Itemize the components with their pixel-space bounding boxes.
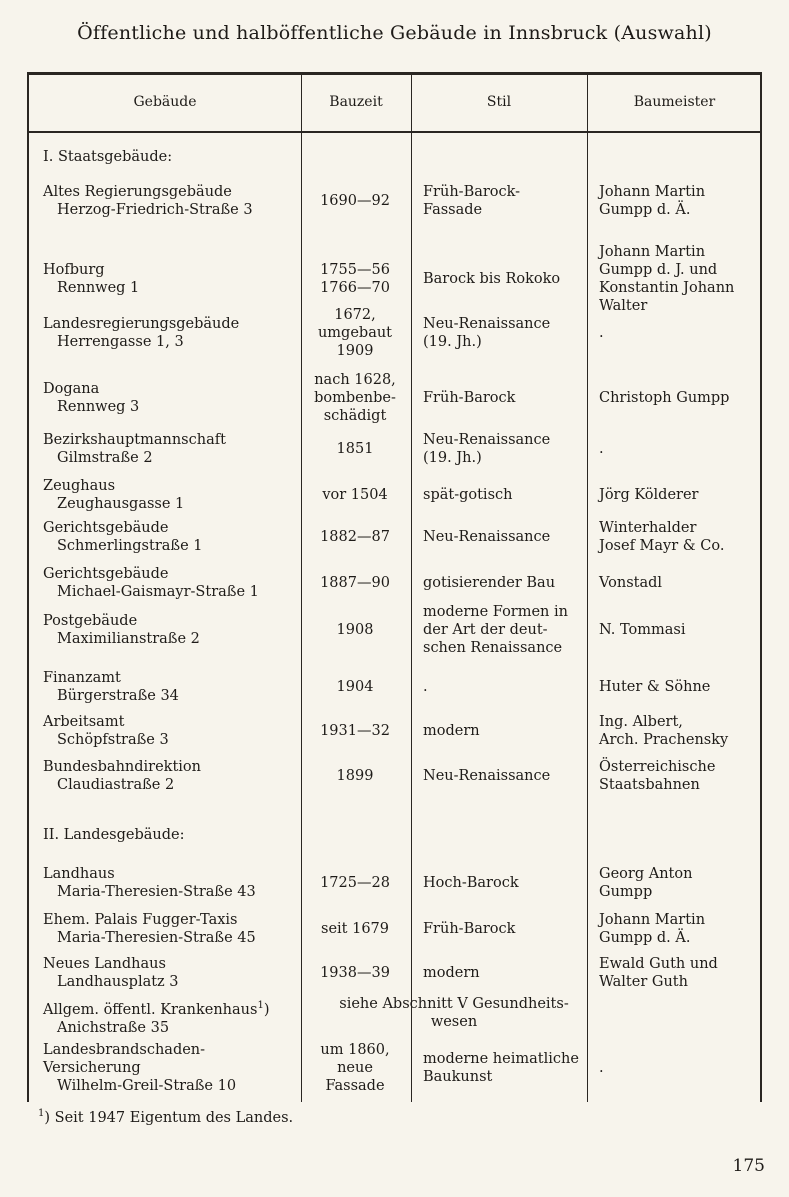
stil-cell: modern xyxy=(423,723,480,739)
bauzeit-cell: 1725—28 xyxy=(320,875,390,891)
baumeister-cell: Ewald Guth und Walter Guth xyxy=(599,956,718,990)
building-cell xyxy=(43,669,308,705)
footnote-mark: 1 xyxy=(38,1108,45,1119)
building-address: Claudiastraße 2 xyxy=(57,777,175,793)
stil-cell: Barock bis Rokoko xyxy=(423,271,561,287)
baumeister-cell: Johann Martin Gumpp d. Ä. xyxy=(599,184,706,218)
header-gebaeude: Gebäude xyxy=(133,94,197,110)
table-row xyxy=(29,431,760,467)
baumeister-cell: Johann Martin Gumpp d. Ä. xyxy=(599,912,706,946)
bauzeit-cell: 1887—90 xyxy=(320,575,390,591)
baumeister-cell: . xyxy=(599,325,604,341)
stil-cell: moderne Formen in der Art der deut- schen Renaissance xyxy=(423,604,568,656)
building-address: Michael-Gaismayr-Straße 1 xyxy=(57,584,259,600)
stil-cell: Früh-Barock xyxy=(423,390,516,406)
krankenhaus-note: siehe Abschnitt V Gesundheits- wesen xyxy=(339,996,569,1030)
building-name: Zeughaus xyxy=(43,478,116,494)
footnote-ref: 1 xyxy=(257,1000,264,1011)
building-name: Arbeitsamt xyxy=(43,714,125,730)
building-cell xyxy=(43,1041,308,1095)
building-name: Altes Regierungsgebäude xyxy=(43,184,232,200)
stil-cell: Neu-Renaissance (19. Jh.) xyxy=(423,316,551,350)
bauzeit-cell: 1908 xyxy=(336,622,374,638)
building-cell xyxy=(43,380,308,416)
bauzeit-cell: 1690—92 xyxy=(320,193,390,209)
section-landesgebaeude: II. Landesgebäude: xyxy=(43,827,185,843)
bauzeit-cell: 1904 xyxy=(336,679,374,695)
table-row xyxy=(29,911,760,947)
building-name: Bezirkshauptmannschaft xyxy=(43,432,226,448)
header-bauzeit: Bauzeit xyxy=(329,94,383,110)
table-row xyxy=(29,477,760,513)
footnote-text: ) Seit 1947 Eigentum des Landes. xyxy=(44,1109,294,1126)
building-name: Dogana xyxy=(43,381,100,397)
table-row xyxy=(29,669,760,705)
building-cell xyxy=(43,997,308,1037)
building-name-line: Allgem. öffentl. Krankenhaus$^1$) xyxy=(43,1000,270,1018)
building-name: Hofburg xyxy=(43,262,105,278)
building-address: Landhausplatz 3 xyxy=(57,974,179,990)
building-address: Anichstraße 35 xyxy=(57,1019,170,1036)
building-name: Finanzamt xyxy=(43,670,121,686)
bauzeit-cell: nach 1628, bombenbe- schädigt xyxy=(314,372,396,424)
bauzeit-cell: 1899 xyxy=(336,768,374,784)
stil-cell: Neu-Renaissance (19. Jh.) xyxy=(423,432,551,466)
stil-cell: modern xyxy=(423,965,480,981)
building-address: Zeughausgasse 1 xyxy=(57,496,185,512)
baumeister-cell: Huter & Söhne xyxy=(599,679,711,695)
stil-cell: Früh-Barock xyxy=(423,921,516,937)
bauzeit-cell: 1882—87 xyxy=(320,529,390,545)
bauzeit-cell: vor 1504 xyxy=(322,487,388,503)
baumeister-cell: Ing. Albert, Arch. Prachensky xyxy=(599,714,729,748)
table-row xyxy=(29,565,760,601)
building-cell xyxy=(43,955,308,991)
building-cell xyxy=(43,865,308,901)
bauzeit-cell: 1672, umgebaut 1909 xyxy=(317,307,393,359)
building-cell xyxy=(43,477,308,513)
baumeister-cell: Jörg Kölderer xyxy=(599,487,699,503)
building-name: Landesbrandschaden- Versicherung xyxy=(43,1042,206,1076)
bauzeit-cell: um 1860, neue Fassade xyxy=(320,1042,390,1094)
header-baumeister: Baumeister xyxy=(633,94,716,110)
buildings-table xyxy=(27,72,762,1102)
table-row xyxy=(29,955,760,991)
building-address: Maximilianstraße 2 xyxy=(57,631,200,647)
table-row xyxy=(29,1041,760,1095)
bauzeit-cell: 1755—56 1766—70 xyxy=(320,262,390,296)
stil-cell: Neu-Renaissance xyxy=(423,768,551,784)
building-name: Landesregierungsgebäude xyxy=(43,316,240,332)
building-address: Herzog-Friedrich-Straße 3 xyxy=(57,202,253,218)
building-address: Schöpfstraße 3 xyxy=(57,732,169,748)
page-number: 175 xyxy=(732,1156,765,1176)
building-name: Ehem. Palais Fugger-Taxis xyxy=(43,912,238,928)
building-cell xyxy=(43,565,308,601)
footnote xyxy=(38,1108,293,1126)
table-row xyxy=(29,865,760,901)
stil-cell: gotisierender Bau xyxy=(423,575,556,591)
baumeister-cell: Johann Martin Gumpp d. J. und Konstantin Johann Walter xyxy=(599,244,735,314)
building-cell xyxy=(43,315,308,351)
bauzeit-cell: 1931—32 xyxy=(320,723,390,739)
stil-cell: Hoch-Barock xyxy=(423,875,519,891)
stil-cell: moderne heimatliche Baukunst xyxy=(423,1051,579,1085)
building-address: Rennweg 3 xyxy=(57,399,140,415)
baumeister-cell: Christoph Gumpp xyxy=(599,390,730,406)
building-address: Schmerlingstraße 1 xyxy=(57,538,203,554)
bauzeit-cell: 1938—39 xyxy=(320,965,390,981)
table-row xyxy=(29,603,760,657)
building-cell xyxy=(43,261,308,297)
building-address: Rennweg 1 xyxy=(57,280,140,296)
building-address: Gilmstraße 2 xyxy=(57,450,153,466)
building-cell xyxy=(43,713,308,749)
stil-cell: Neu-Renaissance xyxy=(423,529,551,545)
building-cell xyxy=(43,519,308,555)
building-address: Bürgerstraße 34 xyxy=(57,688,179,704)
building-name: Gerichtsgebäude xyxy=(43,566,169,582)
stil-cell: . xyxy=(423,679,428,695)
building-address: Herrengasse 1, 3 xyxy=(57,334,184,350)
bauzeit-cell: seit 1679 xyxy=(321,921,389,937)
baumeister-cell: Winterhalder Josef Mayr & Co. xyxy=(599,520,725,554)
building-cell xyxy=(43,431,308,467)
section-staatsgebaeude: I. Staatsgebäude: xyxy=(43,149,173,165)
building-name: Neues Landhaus xyxy=(43,956,166,972)
header-stil: Stil xyxy=(486,94,512,110)
building-name: Gerichtsgebäude xyxy=(43,520,169,536)
building-name: Bundesbahndirektion xyxy=(43,759,201,775)
stil-cell: spät-gotisch xyxy=(423,487,513,503)
table-row xyxy=(29,519,760,555)
baumeister-cell: Vonstadl xyxy=(599,575,663,591)
page-title: Öffentliche und halböffentliche Gebäude in Innsbruck (Auswahl) xyxy=(77,22,712,44)
baumeister-cell: . xyxy=(599,1060,604,1076)
table-row xyxy=(29,183,760,219)
table-row xyxy=(29,371,760,425)
building-cell xyxy=(43,911,308,947)
building-cell xyxy=(43,612,308,648)
baumeister-cell: N. Tommasi xyxy=(599,622,686,638)
building-name: Postgebäude xyxy=(43,613,138,629)
table-row xyxy=(29,243,760,315)
building-name: Landhaus xyxy=(43,866,115,882)
building-address: Wilhelm-Greil-Straße 10 xyxy=(57,1078,237,1094)
building-cell xyxy=(43,183,308,219)
building-address: Maria-Theresien-Straße 45 xyxy=(57,930,256,946)
baumeister-cell: Georg Anton Gumpp xyxy=(599,866,693,900)
table-row xyxy=(29,713,760,749)
building-cell xyxy=(43,758,308,794)
building-address: Maria-Theresien-Straße 43 xyxy=(57,884,256,900)
table-row xyxy=(29,306,760,360)
baumeister-cell: . xyxy=(599,441,604,457)
bauzeit-cell: 1851 xyxy=(336,441,374,457)
building-name: Allgem. öffentl. Krankenhaus xyxy=(43,1001,258,1018)
table-row xyxy=(29,758,760,794)
stil-cell: Früh-Barock- Fassade xyxy=(423,184,521,218)
baumeister-cell: Österreichische Staatsbahnen xyxy=(599,759,716,793)
